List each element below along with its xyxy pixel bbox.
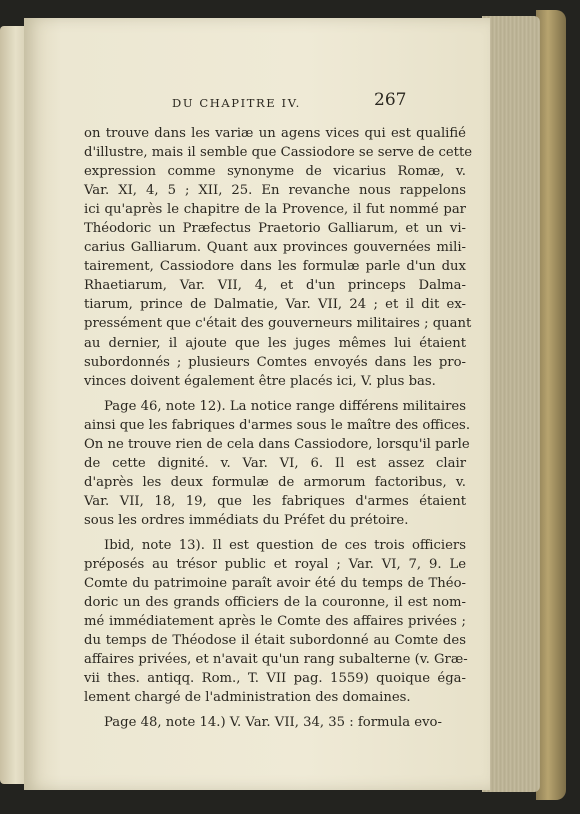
text-line: Page 48, note 14.) V. Var. VII, 34, 35 : formula evo- — [104, 715, 442, 731]
text-line: tiarum, prince de Dalmatie, Var. VII, 24 ; et il dit ex- — [84, 297, 466, 313]
text-line: d'après les deux formulæ de armorum factoribus, v. — [84, 474, 466, 490]
page-edges — [482, 16, 540, 792]
text-line: pressément que c'était des gouverneurs militaires ; quant — [84, 316, 472, 332]
book-cover-edge — [536, 10, 566, 800]
text-line: Ibid, note 13). Il est question de ces trois officiers — [104, 537, 466, 553]
text-line: du temps de Théodose il était subordonné au Comte des — [84, 633, 466, 649]
paragraph — [84, 713, 466, 732]
page-header — [24, 90, 490, 114]
text-line: Var. VII, 18, 19, que les fabriques d'armes étaient — [84, 493, 466, 509]
text-line: sous les ordres immédiats du Préfet du prétoire. — [84, 512, 409, 528]
text-line: On ne trouve rien de cela dans Cassiodore, lorsqu'il parle — [84, 436, 470, 452]
paragraph — [84, 397, 471, 530]
text-line: Théodoric un Præfectus Praetorio Galliarum, et un vi- — [84, 221, 466, 237]
text-line: Var. XI, 4, 5 ; XII, 25. En revanche nous rappelons — [84, 183, 466, 199]
book-page — [24, 18, 490, 790]
page-number: 267 — [374, 90, 407, 110]
paragraph — [84, 536, 466, 707]
text-line: de cette dignité. v. Var. VI, 6. Il est assez clair — [84, 455, 466, 471]
text-line: lement chargé de l'administration des domaines. — [84, 690, 411, 706]
text-line: vii thes. antiqq. Rom., T. VII pag. 1559) quoique éga- — [84, 671, 466, 687]
text-line: Rhaetiarum, Var. VII, 4, et d'un princeps Dalma- — [84, 278, 466, 294]
text-line: subordonnés ; plusieurs Comtes envoyés dans les pro- — [84, 354, 466, 370]
text-line: on trouve dans les variæ un agens vices qui est qualifié — [84, 126, 466, 141]
running-head: DU CHAPITRE IV. — [172, 96, 301, 110]
text-line: au dernier, il ajoute que les juges mêmes lui étaient — [84, 335, 466, 351]
text-line: ainsi que les fabriques d'armes sous le maître des offices. — [84, 417, 471, 433]
facing-page-edge — [0, 26, 26, 784]
text-line: Comte du patrimoine paraît avoir été du temps de Théo- — [84, 576, 466, 592]
text-line: vinces doivent également être placés ici, V. plus bas. — [84, 373, 436, 389]
text-line: ici qu'après le chapitre de la Provence, il fut nommé par — [84, 202, 466, 218]
paragraph — [84, 124, 473, 391]
body-text — [84, 124, 473, 732]
text-line: doric un des grands officiers de la couronne, il est nom- — [84, 595, 466, 611]
text-line: tairement, Cassiodore dans les formulæ parle d'un dux — [84, 259, 466, 275]
text-line: affaires privées, et n'avait qu'un rang subalterne (v. Græ- — [84, 652, 468, 668]
text-line: mé immédiatement après le Comte des affaires privées ; — [84, 614, 466, 630]
text-line: carius Galliarum. Quant aux provinces gouvernées mili- — [84, 240, 466, 256]
text-line: expression comme synonyme de vicarius Romæ, v. — [84, 164, 466, 180]
text-line: préposés au trésor public et royal ; Var. VI, 7, 9. Le — [84, 557, 466, 573]
text-line: Page 46, note 12). La notice range différens militaires — [104, 398, 466, 414]
text-line: d'illustre, mais il semble que Cassiodore se serve de cette — [84, 145, 473, 161]
